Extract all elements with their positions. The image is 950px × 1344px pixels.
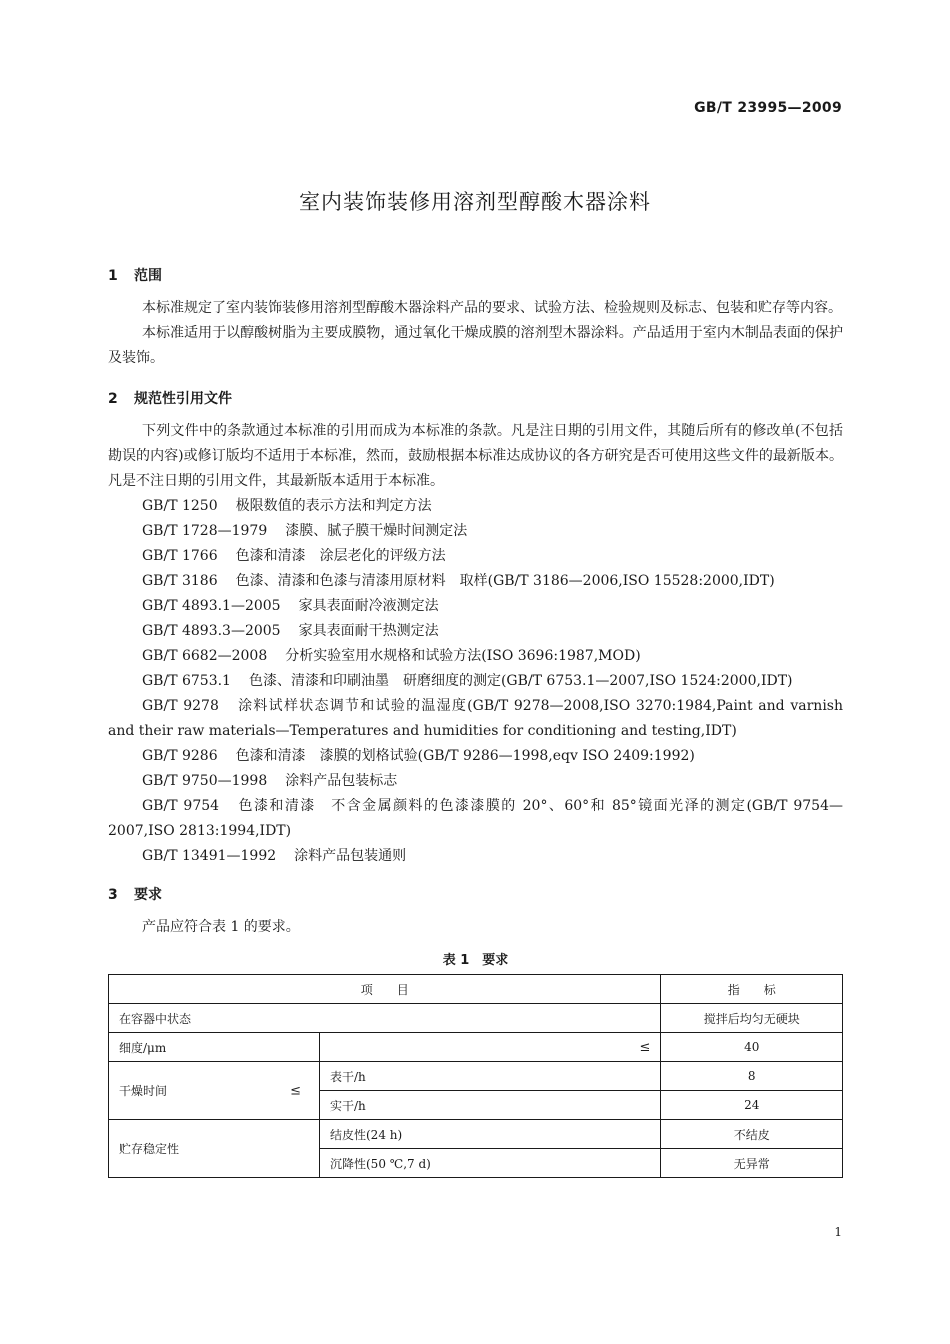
reference-item [108,744,843,769]
reference-code: GB/T 9750—1998 [142,773,268,789]
reference-title: 极限数值的表示方法和判定方法 [235,498,432,514]
row-value: 无异常 [661,1149,843,1178]
reference-code: GB/T 1766 [142,548,218,564]
reference-title: 分析实验室用水规格和试验方法(ISO 3696:1987,MOD) [285,648,641,664]
reference-item [108,494,843,519]
table-header-row [109,975,843,1004]
reference-title: 色漆、清漆和印刷油墨 研磨细度的测定(GB/T 6753.1—2007,ISO 1524:2000,IDT) [248,673,793,689]
reference-code: GB/T 3186 [142,573,218,589]
reference-code: GB/T 4893.3—2005 [142,623,281,639]
row-value: 8 [661,1062,843,1091]
reference-title: 涂料试样状态调节和试验的温湿度(GB/T 9278—2008,ISO 3270:1984,Paint and varnish and their raw materials—Temperatures and humidities for conditioning and testing,IDT) [108,698,843,739]
row-label: 贮存稳定性 [109,1120,320,1178]
standard-code: GB/T 23995—2009 [694,100,842,116]
row-label: 细度/μm [109,1033,320,1062]
reference-title: 家具表面耐干热测定法 [298,623,439,639]
reference-code: GB/T 1250 [142,498,218,514]
row-value: 24 [661,1091,843,1120]
document-body [108,262,843,1178]
row-label [109,1062,320,1120]
reference-title: 色漆、清漆和色漆与清漆用原材料 取样(GB/T 3186—2006,ISO 15528:2000,IDT) [235,573,775,589]
section-heading-requirements [108,881,843,909]
table-row [109,1062,843,1091]
table-header-value: 指 标 [661,975,843,1004]
reference-code: GB/T 9286 [142,748,218,764]
section-number: 1 [108,268,118,284]
reference-code: GB/T 1728—1979 [142,523,268,539]
reference-code: GB/T 9754 [142,798,220,814]
reference-code: GB/T 13491—1992 [142,848,277,864]
reference-item [108,619,843,644]
section-title: 要求 [134,887,162,903]
row-label: 在容器中状态 [109,1004,661,1033]
row-condition: ≤ [320,1033,661,1062]
section-number: 3 [108,887,118,903]
reference-title: 漆膜、腻子膜干燥时间测定法 [285,523,468,539]
scope-paragraph-2: 本标准适用于以醇酸树脂为主要成膜物，通过氧化干燥成膜的溶剂型木器涂料。产品适用于室内木制品表面的保护及装饰。 [108,325,843,366]
reference-title: 色漆和清漆 涂层老化的评级方法 [235,548,446,564]
reference-code: GB/T 4893.1—2005 [142,598,281,614]
document-title: 室内装饰装修用溶剂型醇酸木器涂料 [299,190,651,214]
reference-item [108,544,843,569]
reference-item [108,844,843,869]
reference-item [108,569,843,594]
reference-title: 涂料产品包装标志 [285,773,398,789]
reference-item [108,519,843,544]
row-sublabel: 沉降性(50 ℃,7 d) [320,1149,661,1178]
reference-title: 家具表面耐冷液测定法 [298,598,439,614]
section-number: 2 [108,391,118,407]
reference-item [108,794,843,844]
table-header-item: 项 目 [109,975,661,1004]
reference-title: 色漆和清漆 不含金属颜料的色漆漆膜的 20°、60°和 85°镜面光泽的测定(GB/T 9754—2007,ISO 2813:1994,IDT) [108,798,843,839]
requirements-table [108,974,843,1178]
reference-item [108,594,843,619]
reference-item [108,769,843,794]
row-sublabel: 实干/h [320,1091,661,1120]
requirements-paragraph: 产品应符合表 1 的要求。 [142,919,300,935]
section-title: 规范性引用文件 [134,391,232,407]
references-intro: 下列文件中的条款通过本标准的引用而成为本标准的条款。凡是注日期的引用文件，其随后所有的修改单(不包括勘误的内容)或修订版均不适用于本标准，然而，鼓励根据本标准达成协议的各方研究是否可使用这些文件的最新版本。凡是不注日期的引用文件，其最新版本适用于本标准。 [108,423,843,489]
row-value: 40 [661,1033,843,1062]
table-caption: 表 1 要求 [442,953,509,968]
row-value: 搅拌后均匀无硬块 [661,1004,843,1033]
row-condition: ≤ [290,1083,301,1098]
row-sublabel: 表干/h [320,1062,661,1091]
section-title: 范围 [134,268,162,284]
reference-item [108,694,843,744]
row-sublabel: 结皮性(24 h) [320,1120,661,1149]
reference-item [108,644,843,669]
table-row [109,1120,843,1149]
scope-paragraph-1: 本标准规定了室内装饰装修用溶剂型醇酸木器涂料产品的要求、试验方法、检验规则及标志、包装和贮存等内容。 [142,300,842,316]
reference-title: 涂料产品包装通则 [294,848,407,864]
row-value: 不结皮 [661,1120,843,1149]
section-heading-scope [108,262,843,290]
reference-code: GB/T 9278 [142,698,219,714]
reference-title: 色漆和清漆 漆膜的划格试验(GB/T 9286—1998,eqv ISO 2409:1992) [235,748,695,764]
table-row [109,1033,843,1062]
section-heading-references [108,385,843,413]
table-row [109,1004,843,1033]
reference-code: GB/T 6682—2008 [142,648,268,664]
page-number: 1 [834,1225,842,1239]
reference-item [108,669,843,694]
reference-code: GB/T 6753.1 [142,673,231,689]
row-label-text: 干燥时间 [119,1084,168,1098]
